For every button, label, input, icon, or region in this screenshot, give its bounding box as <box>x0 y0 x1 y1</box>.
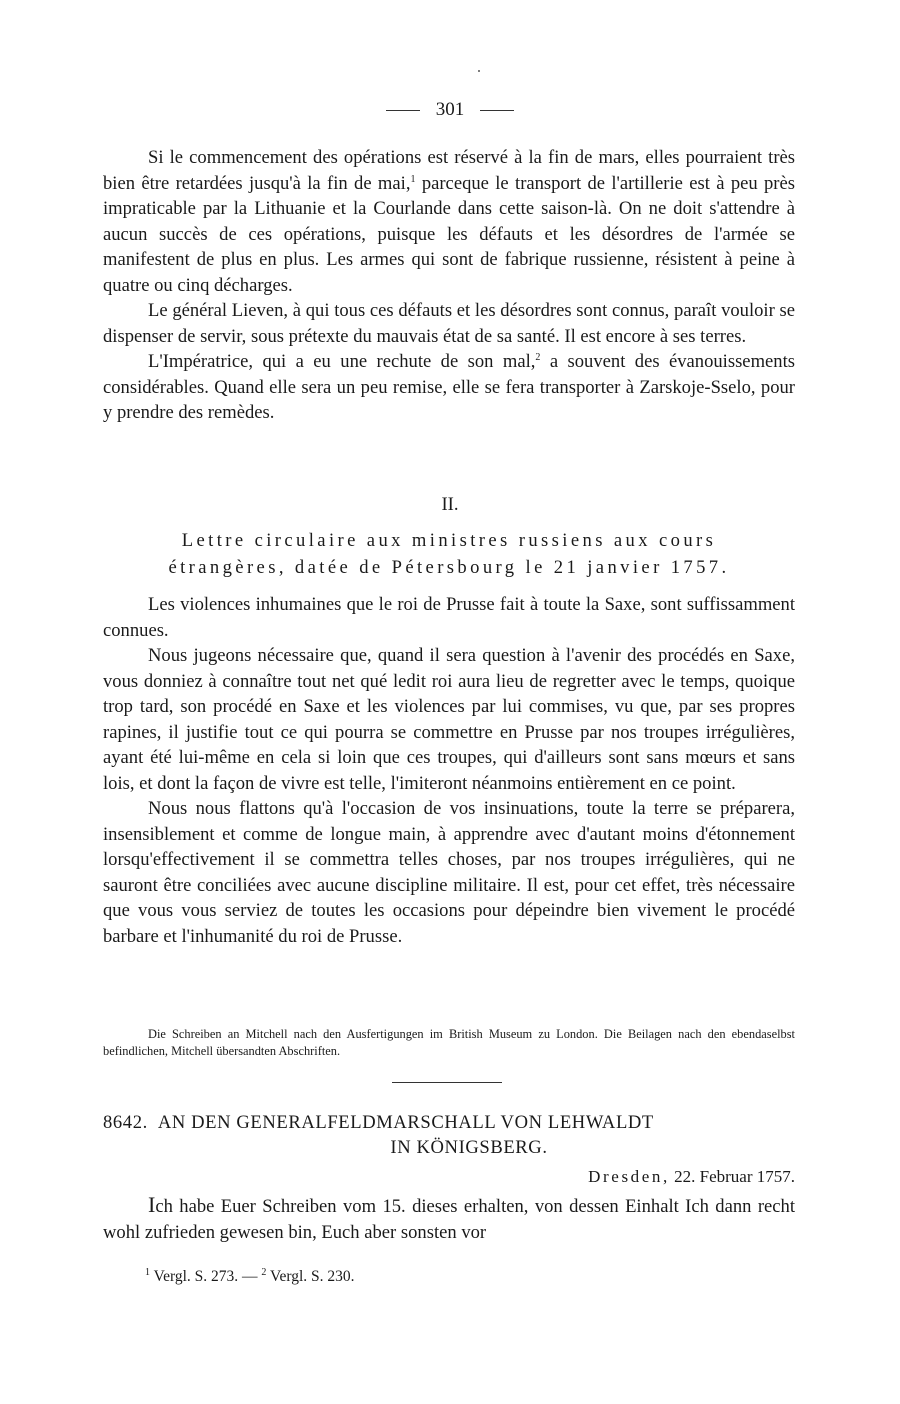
header-dash-left <box>386 110 420 111</box>
paragraph: Le général Lieven, à qui tous ces défauts et les désordres sont connus, paraît vouloir se dispenser de servir, sous prétexte du mauvais état de sa santé. Il est encore à ses terres. <box>103 300 795 347</box>
header-dash-right <box>480 110 514 111</box>
section-title <box>103 527 795 581</box>
section-divider <box>392 1082 502 1083</box>
footnote-mark: 1 <box>145 1266 150 1278</box>
footnote-mark: 2 <box>261 1266 267 1278</box>
letter-text <box>103 1192 795 1245</box>
speck <box>478 70 480 72</box>
footnote-text: Vergl. S. 230. <box>266 1268 355 1285</box>
footnotes <box>145 1268 355 1286</box>
section-numeral: II. <box>441 494 459 515</box>
circular-text <box>103 592 795 949</box>
dateline-place: Dresden, <box>588 1167 670 1186</box>
source-note-text: Die Schreiben an Mitchell nach den Ausfertigungen im British Museum zu London. Die Beilagen nach den ebendaselbst befindlichen, Mitchell übersandten Abschriften. <box>103 1027 795 1058</box>
paragraph-text: parceque le transport de l'artillerie est à peu près impraticable par la Lithuanie et la Courlande dans cette saison-là. On ne doit s'attendre à aucun succès de ces opérations, puisque les défauts et les désordres de l'armée se manifestent de plus en plus. Les armes qui sont de fabrique russienne, résistent à peine à quatre ou cinq décharges. <box>103 172 795 296</box>
paragraph <box>103 349 795 426</box>
paragraph: Nous nous flattons qu'à l'occasion de vos insinuations, toute la terre se préparera, insensiblement et comme de longue main, à apprendre avec d'autant moins d'étonnement lorsqu'effectivement il se commettra telles choses, par nos troupes irrégulières, qui ne sauront être conciliées avec aucune discipline militaire. Il est, pour cet effet, très nécessaire que vous vous serviez de toutes les occasions pour dépeindre bien vivement le procédé barbare et l'inhumanité du roi de Prusse. <box>103 798 795 947</box>
letter-heading-line: IN KÖNIGSBERG. <box>390 1137 548 1158</box>
section-title-line: étrangères, datée de Pétersbourg le 21 janvier 1757. <box>168 557 730 578</box>
footnote-ref: 1 <box>410 173 416 185</box>
page-number: 301 <box>435 99 465 120</box>
paragraph <box>103 145 795 298</box>
paragraph: Les violences inhumaines que le roi de Prusse fait à toute la Saxe, sont suffissamment connues. <box>103 594 795 641</box>
letter-number: 8642. <box>103 1112 148 1133</box>
section-title-line: Lettre circulaire aux ministres russiens aux cours <box>181 530 717 551</box>
running-header <box>0 99 900 121</box>
letter-heading <box>103 1110 795 1160</box>
dateline-date: 22. Februar 1757. <box>669 1167 795 1186</box>
source-note <box>103 1026 795 1060</box>
paragraph <box>103 1192 795 1245</box>
paragraph-text: a souvent des évanouissements considérables. Quand elle sera un peu remise, elle se fera transporter à Zarskoje-Sselo, pour y prendre des remèdes. <box>103 351 795 423</box>
paragraph: Nous jugeons nécessaire que, quand il sera question à l'avenir des procédés en Saxe, vous donniez à connaître tout net qué ledit roi aura lieu de regretter avec le temps, quoique trop tard, son procédé en Saxe et les violences par lui commises, vu que, par ses propres rapines, il justifie tout ce qui pourra se commettre en Prusse par nos troupes irrégulières, ayant été lui-même en cela si loin que ces troupes, qui d'ailleurs sont sans mœurs et sans lois, et dont la façon de vivre est telle, l'imiteront néanmoins entièrement en ce point. <box>103 645 795 794</box>
paragraph-text: ch habe Euer Schreiben vom 15. dieses erhalten, von dessen Einhalt Ich dann recht wohl zufrieden gewesen bin, Euch aber sonsten vor <box>103 1196 795 1243</box>
dateline <box>103 1167 795 1187</box>
footnote-ref: 2 <box>535 351 541 363</box>
paragraph-text: Si le commencement des opérations est réservé à la fin de mars, elles pourraient très bien être retardées jusqu'à la fin de mai, <box>103 147 795 194</box>
initial-letter: I <box>148 1192 156 1217</box>
paragraph-text: L'Impératrice, qui a eu une rechute de son mal, <box>148 351 536 372</box>
footnote-text: Vergl. S. 273. — <box>150 1268 262 1285</box>
letter-heading-line: AN DEN GENERALFELDMARSCHALL VON LEHWALDT <box>157 1112 654 1133</box>
report-text <box>103 145 795 426</box>
